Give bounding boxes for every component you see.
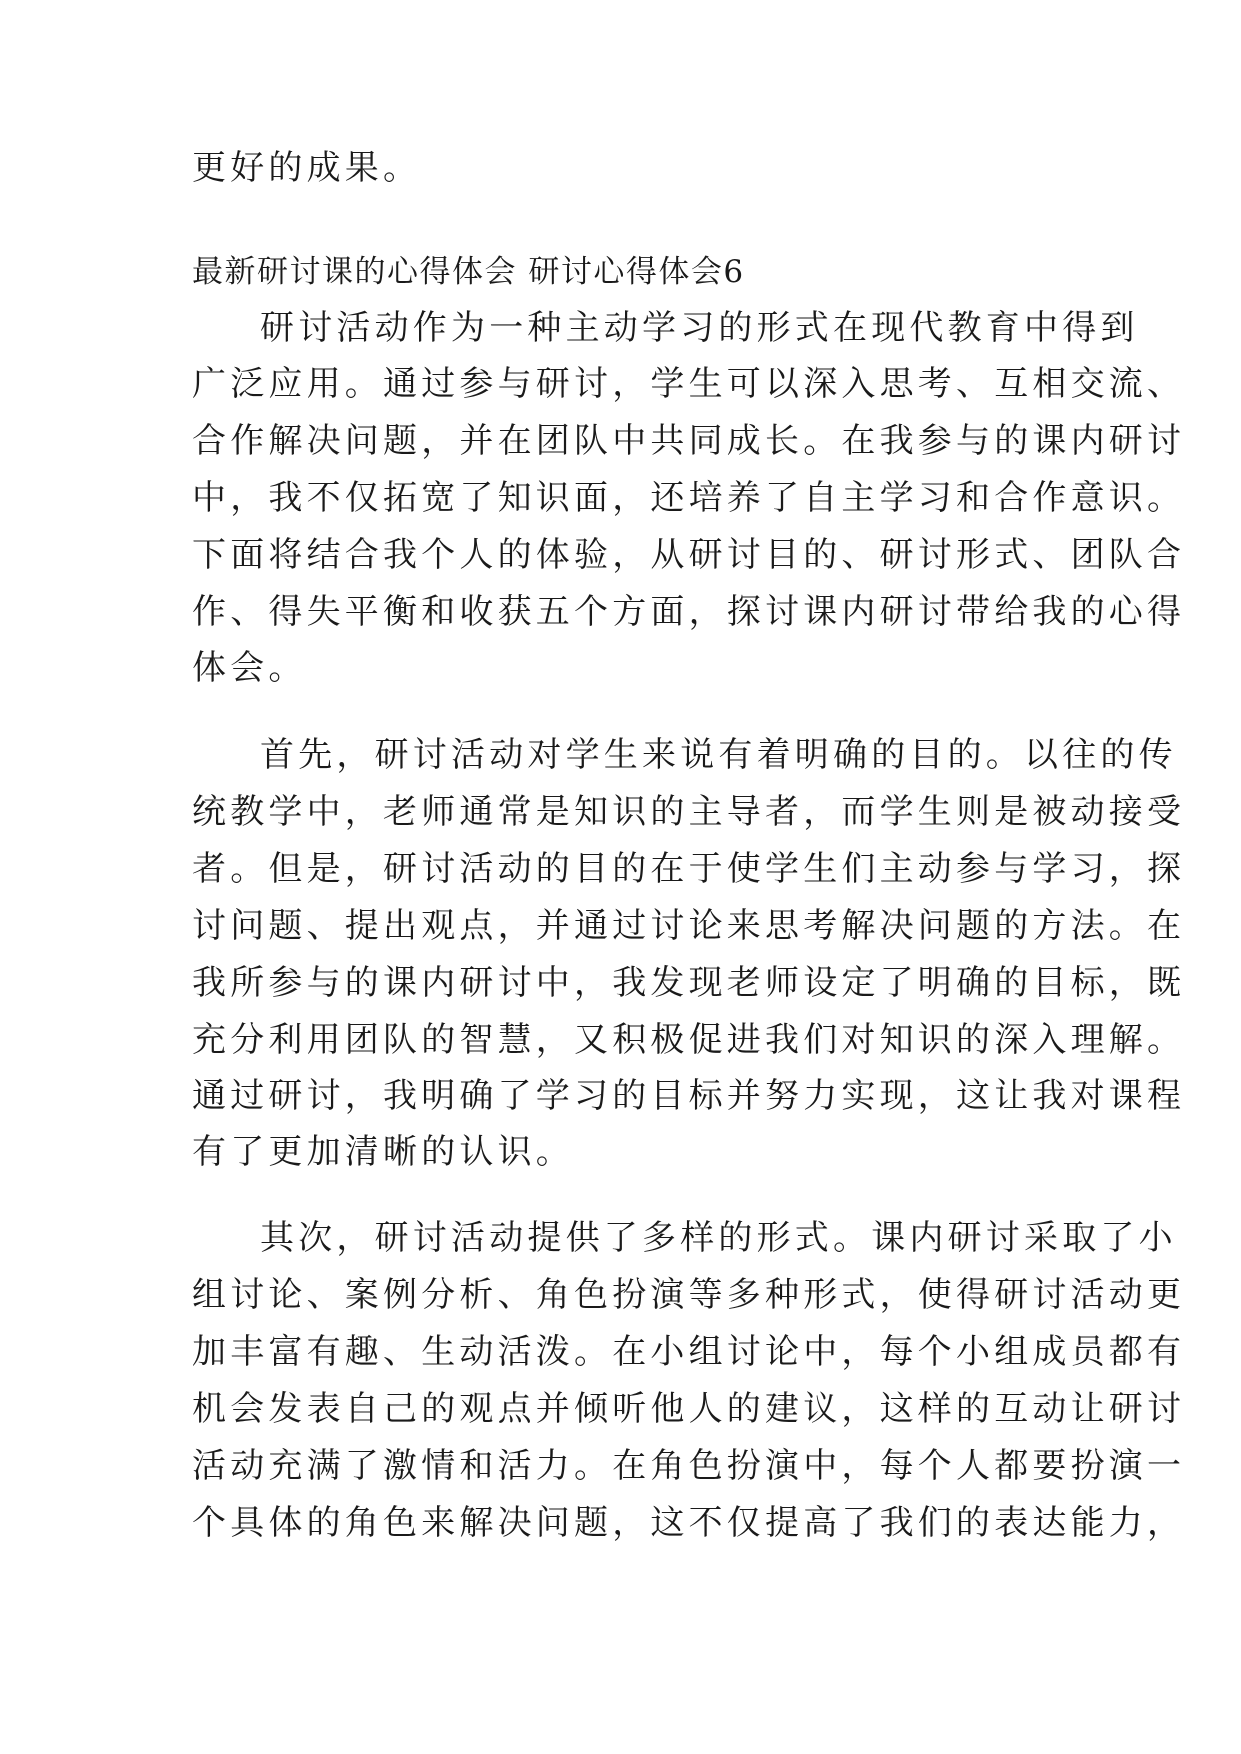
paragraph-line: 有了更加清晰的认识。 — [192, 1132, 574, 1172]
paragraph-line: 首先，研讨活动对学生来说有着明确的目的。以往的传 — [260, 735, 1177, 775]
paragraph-line: 讨问题、提出观点，并通过讨论来思考解决问题的方法。在 — [192, 906, 1186, 946]
continuation-text: 更好的成果。 — [192, 148, 422, 188]
paragraph-line: 我所参与的课内研讨中，我发现老师设定了明确的目标，既 — [192, 963, 1186, 1003]
paragraph-line: 统教学中，老师通常是知识的主导者，而学生则是被动接受 — [192, 792, 1186, 832]
paragraph-line: 通过研讨，我明确了学习的目标并努力实现，这让我对课程 — [192, 1076, 1186, 1116]
paragraph-line: 个具体的角色来解决问题，这不仅提高了我们的表达能力， — [192, 1503, 1186, 1543]
paragraph-line: 机会发表自己的观点并倾听他人的建议，这样的互动让研讨 — [192, 1389, 1186, 1429]
paragraph-line: 其次，研讨活动提供了多样的形式。课内研讨采取了小 — [260, 1218, 1177, 1258]
paragraph-line: 加丰富有趣、生动活泼。在小组讨论中，每个小组成员都有 — [192, 1332, 1186, 1372]
paragraph-line: 研讨活动作为一种主动学习的形式在现代教育中得到 — [260, 308, 1139, 348]
paragraph-line: 体会。 — [192, 648, 307, 688]
paragraph-line: 广泛应用。通过参与研讨，学生可以深入思考、互相交流、 — [192, 364, 1186, 404]
paragraph-line: 活动充满了激情和活力。在角色扮演中，每个人都要扮演一 — [192, 1446, 1186, 1486]
paragraph-line: 下面将结合我个人的体验，从研讨目的、研讨形式、团队合 — [192, 535, 1186, 575]
paragraph-line: 作、得失平衡和收获五个方面，探讨课内研讨带给我的心得 — [192, 592, 1186, 632]
paragraph-line: 中，我不仅拓宽了知识面，还培养了自主学习和合作意识。 — [192, 478, 1186, 518]
paragraph-line: 充分利用团队的智慧，又积极促进我们对知识的深入理解。 — [192, 1020, 1186, 1060]
paragraph-line: 合作解决问题，并在团队中共同成长。在我参与的课内研讨 — [192, 421, 1186, 461]
section-heading: 最新研讨课的心得体会 研讨心得体会6 — [192, 254, 745, 290]
paragraph-line: 组讨论、案例分析、角色扮演等多种形式，使得研讨活动更 — [192, 1275, 1186, 1315]
paragraph-line: 者。但是，研讨活动的目的在于使学生们主动参与学习，探 — [192, 849, 1186, 889]
